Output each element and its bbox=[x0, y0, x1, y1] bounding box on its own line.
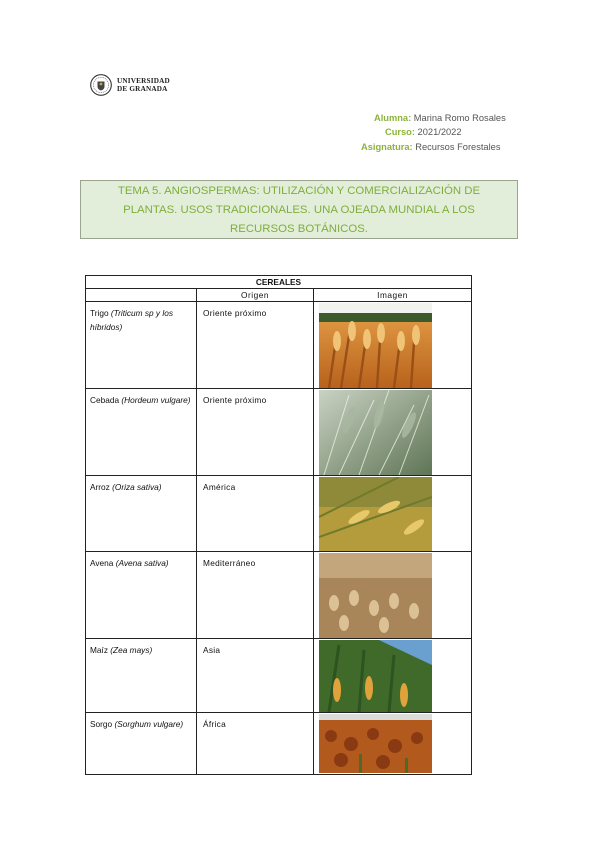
header-name bbox=[86, 289, 197, 302]
image-cell bbox=[314, 476, 472, 552]
cereal-origin: Asia bbox=[197, 639, 314, 713]
scientific-name: (Hordeum vulgare) bbox=[121, 395, 191, 405]
table-row bbox=[86, 552, 472, 639]
course-key: Curso: bbox=[385, 127, 415, 137]
university-name bbox=[117, 77, 170, 93]
scientific-name: (Oriza sativa) bbox=[112, 482, 162, 492]
wheat-photo bbox=[319, 303, 432, 388]
cereal-name bbox=[86, 476, 197, 552]
scientific-name: (Triticum sp y los híbridos) bbox=[90, 308, 173, 332]
cereal-name bbox=[86, 552, 197, 639]
cereal-origin: América bbox=[197, 476, 314, 552]
image-cell bbox=[314, 639, 472, 713]
cereal-name bbox=[86, 302, 197, 389]
common-name: Cebada bbox=[90, 395, 122, 405]
cereal-origin: África bbox=[197, 713, 314, 775]
scientific-name: (Avena sativa) bbox=[115, 558, 169, 568]
image-cell bbox=[314, 302, 472, 389]
table-header-row bbox=[86, 289, 472, 302]
scientific-name: (Zea mays) bbox=[110, 645, 153, 655]
table-row bbox=[86, 639, 472, 713]
common-name: Maíz bbox=[90, 645, 111, 655]
logo-line-2: DE GRANADA bbox=[117, 85, 168, 93]
university-logo bbox=[90, 74, 170, 96]
student-key: Alumna: bbox=[374, 113, 412, 123]
logo-line-1: UNIVERSIDAD bbox=[117, 77, 170, 85]
subject-key: Asignatura: bbox=[361, 142, 413, 152]
sorghum-photo bbox=[319, 714, 432, 773]
cereal-origin: Oriente próximo bbox=[197, 389, 314, 476]
cereal-name bbox=[86, 639, 197, 713]
common-name: Trigo bbox=[90, 308, 111, 318]
course-line bbox=[385, 127, 462, 137]
cereal-origin: Oriente próximo bbox=[197, 302, 314, 389]
topic-line-3: RECURSOS BOTÁNICOS. bbox=[230, 223, 368, 235]
student-value: Marina Romo Rosales bbox=[411, 113, 506, 123]
common-name: Avena bbox=[90, 558, 116, 568]
scientific-name: (Sorghum vulgare) bbox=[114, 719, 184, 729]
topic-line-2: PLANTAS. USOS TRADICIONALES. UNA OJEADA MUNDIAL A LOS bbox=[123, 204, 475, 216]
image-cell bbox=[314, 389, 472, 476]
subject-value: Recursos Forestales bbox=[412, 142, 501, 152]
rice-photo bbox=[319, 477, 432, 551]
image-cell bbox=[314, 552, 472, 639]
cereal-origin: Mediterráneo bbox=[197, 552, 314, 639]
university-seal-icon bbox=[90, 74, 112, 96]
table-title-row bbox=[86, 276, 472, 289]
topic-title bbox=[81, 181, 517, 239]
table-row bbox=[86, 389, 472, 476]
student-line bbox=[374, 113, 506, 123]
cereal-name bbox=[86, 389, 197, 476]
course-value: 2021/2022 bbox=[414, 127, 462, 137]
maize-photo bbox=[319, 640, 432, 712]
image-cell bbox=[314, 713, 472, 775]
table-row bbox=[86, 302, 472, 389]
common-name: Arroz bbox=[90, 482, 113, 492]
table-row bbox=[86, 713, 472, 775]
subject-line bbox=[361, 142, 501, 152]
table-row bbox=[86, 476, 472, 552]
cereal-name bbox=[86, 713, 197, 775]
topic-title-box bbox=[80, 180, 518, 239]
header-image: Imagen bbox=[314, 289, 472, 302]
oat-photo bbox=[319, 553, 432, 638]
barley-photo bbox=[319, 390, 432, 475]
table-title: CEREALES bbox=[86, 276, 472, 289]
common-name: Sorgo bbox=[90, 719, 115, 729]
header-origin: Origen bbox=[197, 289, 314, 302]
cereals-table bbox=[85, 275, 472, 775]
topic-line-1: TEMA 5. ANGIOSPERMAS: UTILIZACIÓN Y COMERCIALIZACIÓN DE bbox=[117, 185, 481, 197]
